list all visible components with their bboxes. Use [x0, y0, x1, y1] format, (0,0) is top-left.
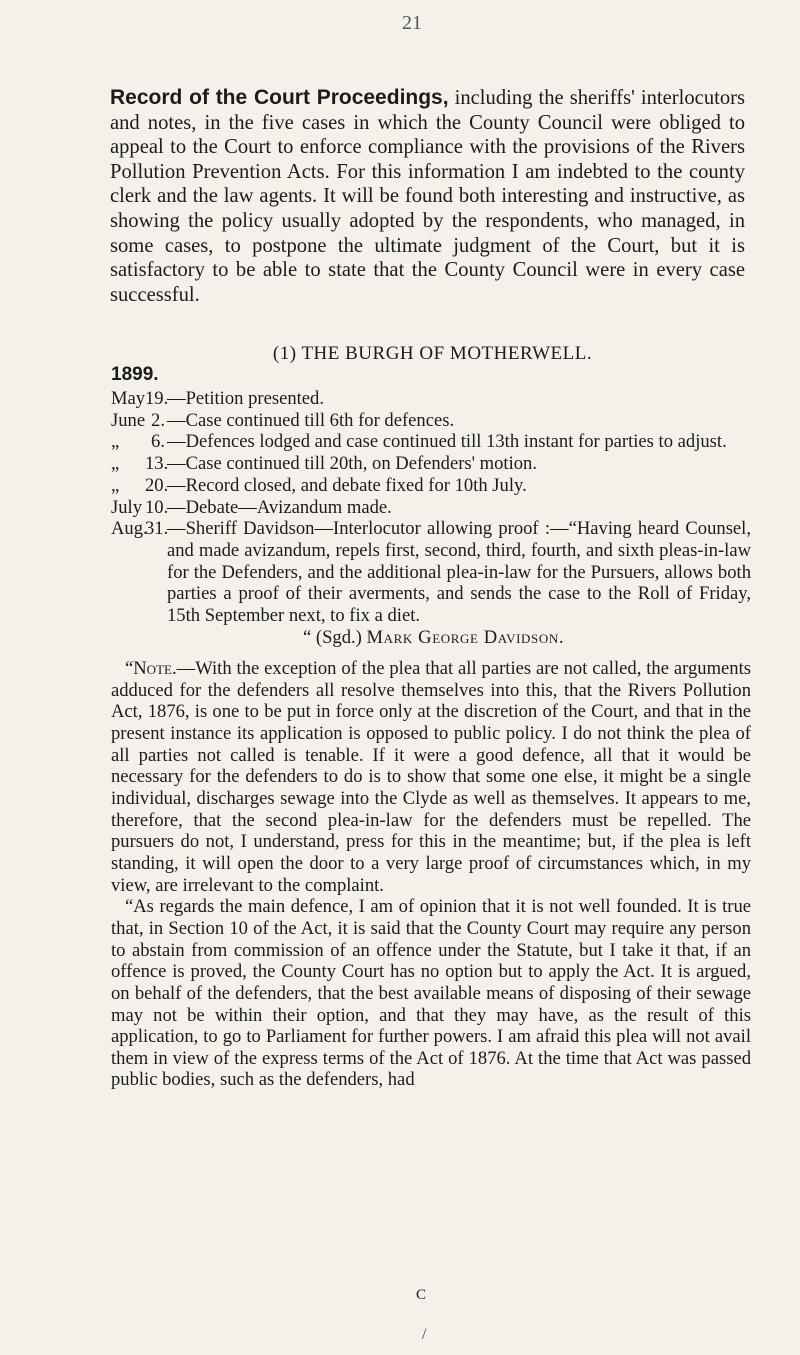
- entry-day: 19.: [145, 388, 169, 409]
- entry-month: July: [111, 496, 142, 518]
- list-item: [111, 475, 751, 497]
- list-item: [111, 518, 751, 627]
- entry-day: 6.: [151, 431, 165, 453]
- entry-month: „: [111, 453, 120, 475]
- proceedings-list: [111, 388, 751, 648]
- list-item: [111, 388, 751, 410]
- entry-text: —Case continued till 6th for defences.: [167, 409, 455, 431]
- entry-text: —Sheriff Davidson—Interlocutor allowing proof :—“Having heard Counsel, and made avizandum, repels first, second, third, fourth, and sixth pleas-in-law for the Defenders, and the additional plea-in-law for the Pursuers, allows both parties a proof of their averments, and sends the case to the Roll of Friday, 15th September next, to fix a diet.: [167, 518, 751, 627]
- list-item: [111, 453, 751, 475]
- list-item: [111, 410, 751, 432]
- signature-name: Mark George Davidson.: [366, 626, 565, 648]
- signature-mark: C: [416, 1287, 427, 1303]
- note-paragraph: “As regards the main defence, I am of opinion that it is not well founded. It is true that, in Section 10 of the Act, it is said that the County Court may require any person to abstain from commission of an offence under the Statute, but I take it that, if an offence is proved, the County Court has no option but to apply the Act. It is argued, on behalf of the defenders, that the best available means of disposing of their sewage may not be within their option, and that they may have, as the result of this application, to go to Parliament for further powers. I am afraid this plea will not avail them in view of the express terms of the Act of 1876. At the time that Act was passed public bodies, such as the defenders, had: [111, 896, 751, 1091]
- signature-prefix: “ (Sgd.): [303, 626, 362, 648]
- entry-month: „: [111, 474, 120, 496]
- year-label: 1899.: [111, 364, 159, 385]
- entry-day: 2.: [151, 409, 165, 431]
- entry-month: Aug.: [111, 518, 148, 540]
- entry-day: 31.: [145, 518, 169, 540]
- intro-text: including the sheriffs' interlocutors and notes, in the five cases in which the County Council were obliged to appeal to the Court to enforce compliance with the provisions of the Rivers Pollution Prevention Acts. For this information I am indebted to the county clerk and the law agents. It will be found both interesting and instructive, as showing the policy usually adopted by the respondents, who managed, in some cases, to postpone the ultimate judgment of the Court, but it is satisfactory to be able to state that the County Council were in every case successful.: [110, 87, 746, 306]
- list-item: [111, 431, 751, 453]
- entry-day: 13.: [145, 453, 169, 475]
- bottom-mark: /: [422, 1326, 427, 1343]
- entry-month: May: [111, 388, 146, 409]
- entry-day: 10.: [145, 496, 169, 518]
- sheriff-note: [111, 658, 751, 1091]
- entry-month: June: [111, 409, 146, 431]
- note-label: “Note.: [125, 658, 177, 679]
- entry-text: —Case continued till 20th, on Defenders' motion.: [167, 453, 537, 475]
- entry-text: —Record closed, and debate fixed for 10th July.: [167, 474, 527, 496]
- entry-month: „: [111, 431, 120, 453]
- entry-text: —Debate—Avizandum made.: [167, 496, 392, 518]
- page-number: 21: [402, 12, 422, 34]
- signature-line: [111, 627, 751, 649]
- entry-day: 20.: [145, 474, 169, 496]
- note-text: —With the exception of the plea that all parties are not called, the arguments adduced for the defenders all resolve themselves into this, that the Rivers Pollution Act, 1876, is one to be put in force only at the discretion of the Court, and that in the present instance its application is opposed to public policy. I do not think the plea of all parties not called is tenable. If it were a good defence, all that it would be necessary for the defenders to do is to show that some one else, it might be a single individual, discharges sewage into the Clyde as well as themselves. It appears to me, therefore, that the second plea-in-law for the defenders must be repelled. The pursuers do not, I understand, press for this in the meantime; but, if the plea is left standing, it will open the door to a very large proof of circumstances which, in my view, are irrelevant to the complaint.: [111, 658, 751, 896]
- intro-paragraph: [110, 86, 745, 307]
- list-item: [111, 497, 751, 519]
- entry-text: —Petition presented.: [167, 388, 324, 409]
- intro-bold-lead: Record of the Court Proceedings,: [110, 86, 449, 109]
- entry-text: —Defences lodged and case continued till 13th instant for parties to adjust.: [167, 431, 727, 453]
- note-paragraph: [111, 658, 751, 896]
- case-heading: (1) THE BURGH OF MOTHERWELL.: [272, 343, 593, 364]
